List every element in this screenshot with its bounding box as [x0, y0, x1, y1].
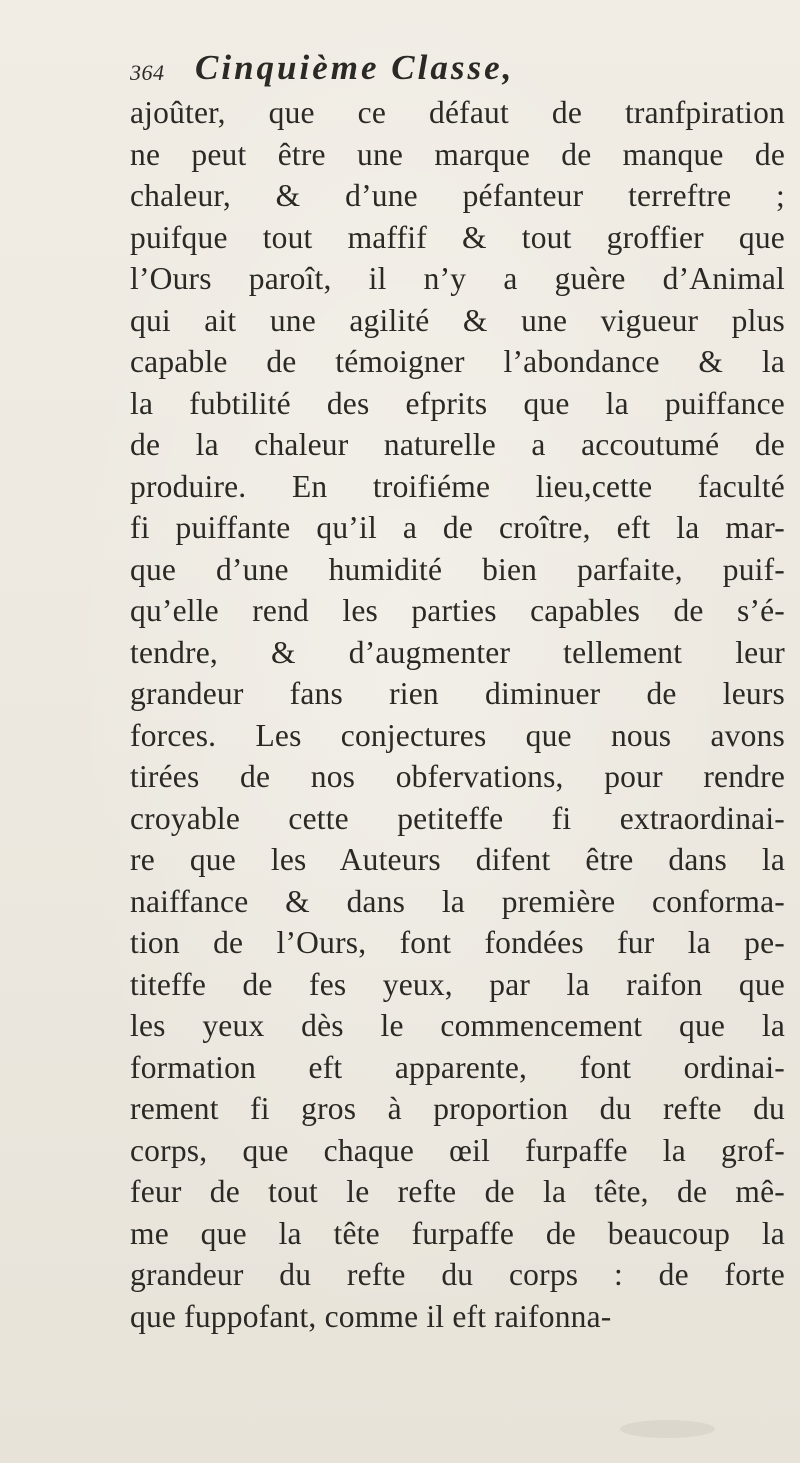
- text-line: tendre, & d’augmenter tellement leur: [130, 634, 785, 670]
- text-line: croyable cette petiteffe fi extraordinai-: [130, 800, 785, 836]
- text-line: feur de tout le refte de la tête, de mê-: [130, 1174, 785, 1209]
- text-line: forces. Les conjectures que nous avons: [130, 717, 785, 753]
- page-stain: [620, 1420, 715, 1438]
- text-line: capable de témoigner l’abondance & la: [130, 344, 785, 379]
- text-line: naiffance & dans la première conforma-: [130, 883, 785, 919]
- text-line: tirées de nos obfervations, pour rendre: [130, 759, 785, 794]
- text-line: chaleur, & d’une péfanteur terreftre ;: [130, 178, 785, 213]
- text-line: re que les Auteurs difent être dans la: [130, 842, 785, 877]
- text-line: titeffe de fes yeux, par la raifon que: [130, 966, 785, 1002]
- text-line: grandeur du refte du corps : de forte: [130, 1257, 785, 1292]
- text-line: les yeux dès le commencement que la: [130, 1008, 785, 1043]
- page-number: 364: [130, 60, 165, 85]
- text-line: rement fi gros à proportion du refte du: [130, 1091, 785, 1126]
- text-line: fi puiffante qu’il a de croître, eft la mar-: [130, 510, 785, 545]
- text-line: produire. En troifiéme lieu,cette faculté: [130, 468, 785, 504]
- text-line: qu’elle rend les parties capables de s’é-: [130, 593, 785, 628]
- text-line: de la chaleur naturelle a accoutumé de: [130, 427, 785, 462]
- text-line: la fubtilité des efprits que la puiffance: [130, 385, 785, 421]
- text-line: tion de l’Ours, font fondées fur la pe-: [130, 925, 785, 960]
- text-line: puifque tout maffif & tout groffier que: [130, 219, 785, 255]
- text-line: que fuppofant, comme il eft raifonna-: [130, 1298, 612, 1334]
- body-text: [130, 92, 785, 1337]
- running-head: Cinquième Classe,: [195, 48, 515, 87]
- text-line: l’Ours paroît, il n’y a guère d’Animal: [130, 261, 785, 296]
- text-line: que d’une humidité bien parfaite, puif-: [130, 551, 785, 587]
- text-line: corps, que chaque œil furpaffe la grof-: [130, 1132, 785, 1168]
- text-line: qui ait une agilité & une vigueur plus: [130, 302, 785, 338]
- text-line: me que la tête furpaffe de beaucoup la: [130, 1215, 785, 1251]
- text-line: ajoûter, que ce défaut de tranfpiration: [130, 95, 785, 130]
- text-line: formation eft apparente, font ordinai-: [130, 1049, 785, 1085]
- page-header: [130, 42, 760, 92]
- text-line: ne peut être une marque de manque de: [130, 136, 785, 172]
- text-line: grandeur fans rien diminuer de leurs: [130, 676, 785, 711]
